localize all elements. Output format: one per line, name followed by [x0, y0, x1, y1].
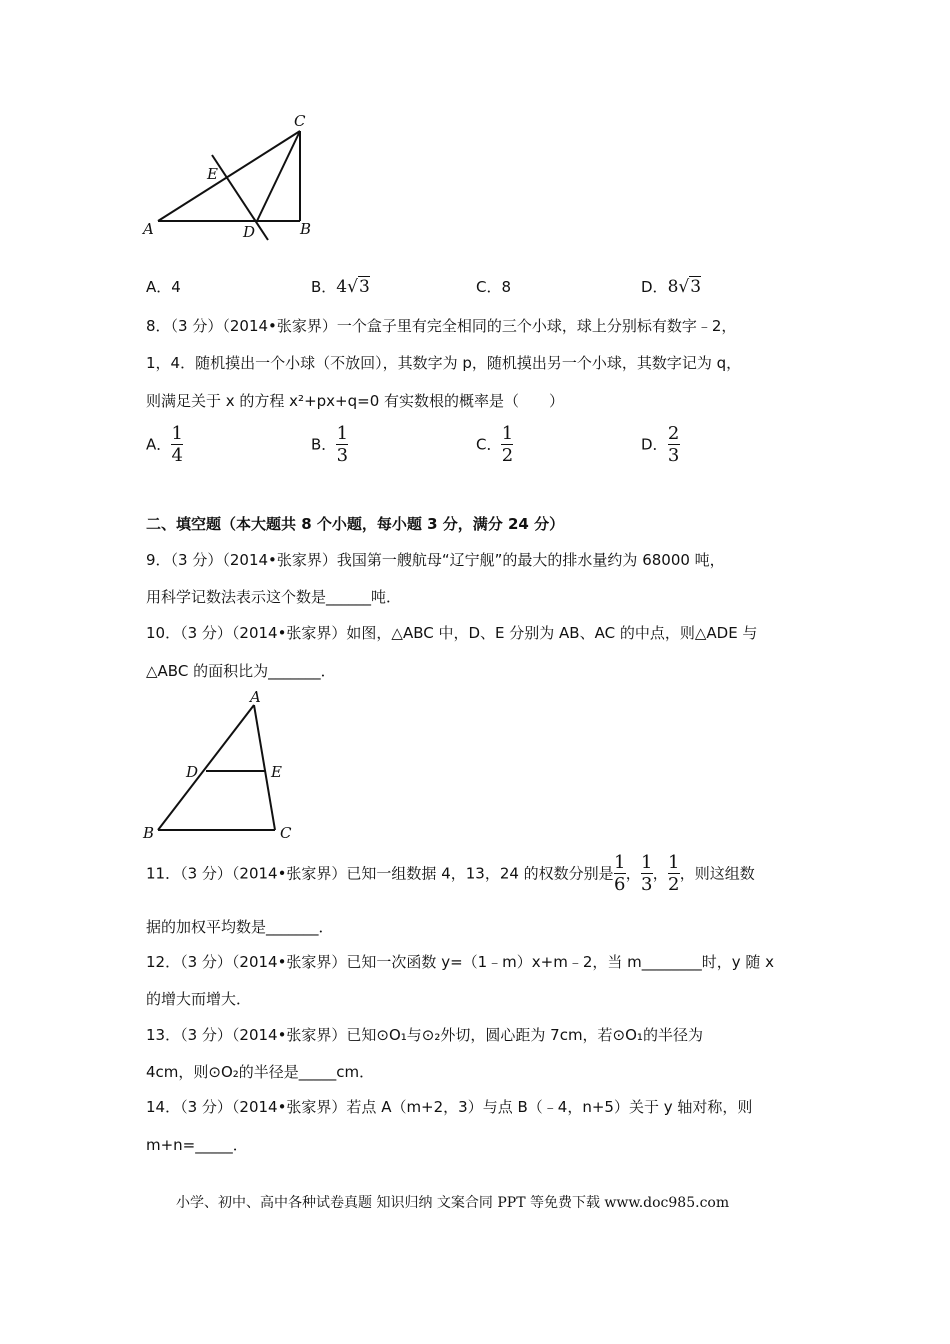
- q13-line-1: 13．（3 分）（2014•张家界）已知⊙O₁与⊙₂外切，圆心距为 7cm，若⊙O₁的半径为: [146, 1026, 703, 1044]
- triangle-figure-1: [135, 105, 335, 245]
- label-c: C: [280, 824, 292, 842]
- q10-line-1: 10．（3 分）（2014•张家界）如图，△ABC 中，D、E 分别为 AB、AC 的中点，则△ADE 与: [146, 624, 758, 642]
- q8-line-3: 则满足关于 x 的方程 x²+px+q=0 有实数根的概率是（ ）: [146, 392, 565, 410]
- q11-line-1: 11．（3 分）（2014•张家界）已知一组数据 4，13，24 的权数分别是 $\frac{1}{6}$ ， $\frac{1}{3}$ ， $\frac{1}{2}$ ，则这组数: [146, 852, 755, 895]
- label-a: A: [143, 220, 154, 238]
- q7-option-b: B．4√3: [311, 277, 370, 297]
- q8-option-b: B． $\frac{1}{3}$: [311, 423, 349, 466]
- label-c: C: [294, 112, 306, 130]
- q8-option-a: A． $\frac{1}{4}$: [146, 423, 183, 466]
- label-b: B: [143, 824, 155, 842]
- q12-line-1: 12．（3 分）（2014•张家界）已知一次函数 y=（1﹣m）x+m﹣2，当 m________时，y 随 x: [146, 953, 775, 971]
- label-a: A: [250, 688, 261, 706]
- q14-line-2: m+n=_____．: [146, 1136, 248, 1154]
- bisector-line: [212, 155, 268, 240]
- q7-option-d: D．8√3: [641, 277, 702, 297]
- label-d: D: [243, 223, 256, 241]
- section-2-heading: 二、填空题（本大题共 8 个小题，每小题 3 分，满分 24 分）: [146, 515, 565, 533]
- page-footer: 小学、初中、高中各种试卷真题 知识归纳 文案合同 PPT 等免费下载 www.doc985.com: [176, 1195, 730, 1211]
- q9-line-2: 用科学记数法表示这个数是______吨．: [146, 588, 402, 606]
- label-b: B: [300, 220, 312, 238]
- triangle-figure-2: [135, 685, 300, 845]
- q7-option-c: C．8: [476, 278, 512, 296]
- q8-option-d: D． $\frac{2}{3}$: [641, 423, 680, 466]
- q10-line-2: △ABC 的面积比为_______．: [146, 662, 336, 680]
- q14-line-1: 14．（3 分）（2014•张家界）若点 A（m+2，3）与点 B（﹣4，n+5）关于 y 轴对称，则: [146, 1098, 753, 1116]
- q9-line-1: 9．（3 分）（2014•张家界）我国第一艘航母“辽宁舰”的最大的排水量约为 68000 吨，: [146, 551, 725, 569]
- q7-option-a: A．4: [146, 278, 181, 296]
- label-d: D: [186, 763, 199, 781]
- q13-line-2: 4cm，则⊙O₂的半径是_____cm．: [146, 1063, 375, 1081]
- label-e: E: [271, 763, 282, 781]
- q12-line-2: 的增大而增大．: [146, 990, 252, 1008]
- q8-line-2: 1，4．随机摸出一个小球（不放回），其数字为 p，随机摸出另一个小球，其数字记为 q，: [146, 354, 742, 372]
- side-ab: [158, 705, 254, 830]
- q8-option-c: C． $\frac{1}{2}$: [476, 423, 514, 466]
- q11-line-2: 据的加权平均数是_______．: [146, 918, 334, 936]
- label-e: E: [207, 165, 218, 183]
- q8-line-1: 8．（3 分）（2014•张家界）一个盒子里有完全相同的三个小球，球上分别标有数字﹣2，: [146, 317, 737, 335]
